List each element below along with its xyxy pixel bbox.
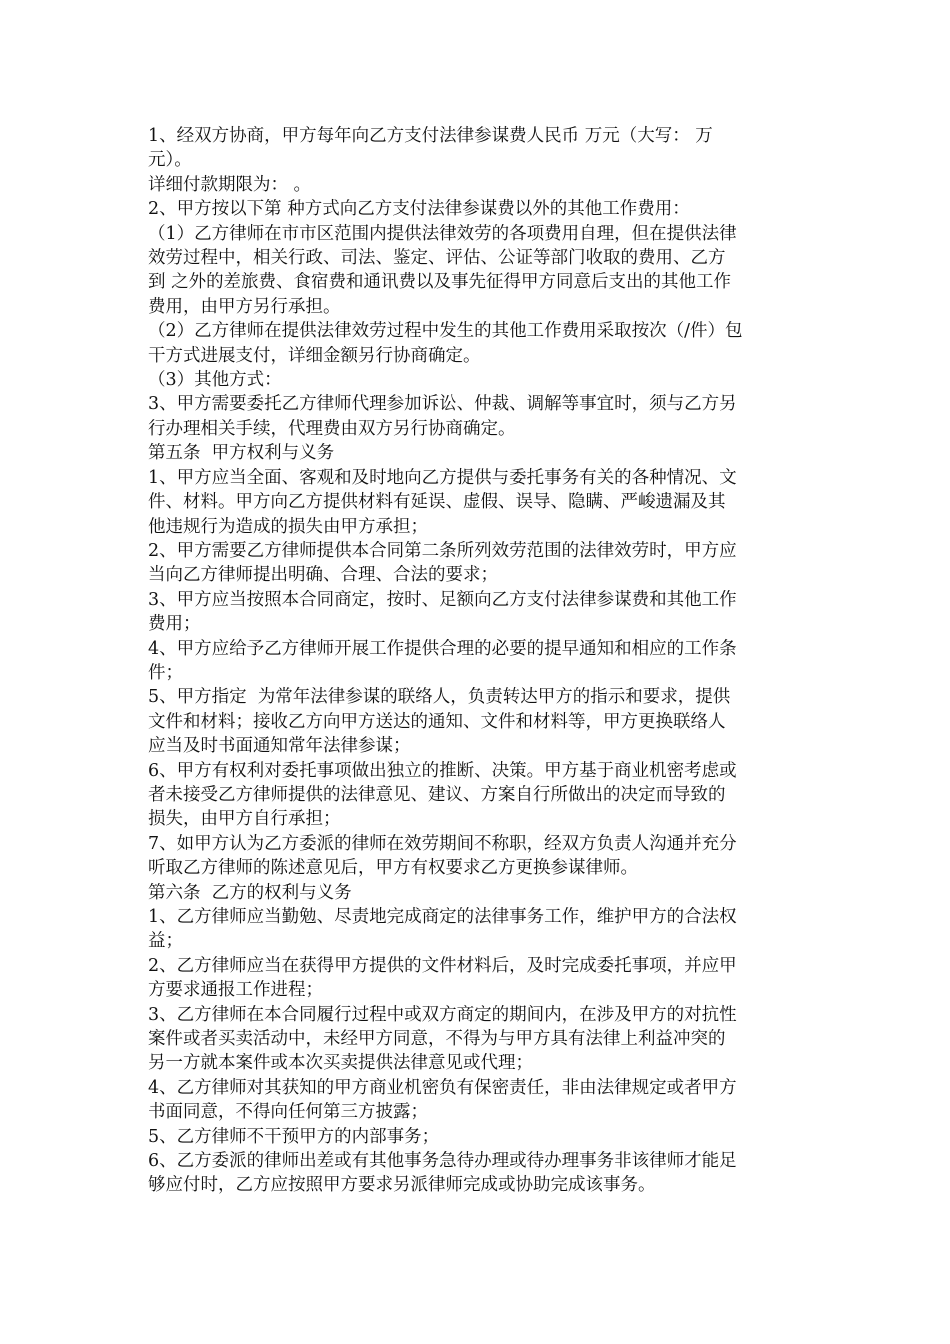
text-line: 1、甲方应当全面、客观和及时地向乙方提供与委托事务有关的各种情况、文	[148, 467, 737, 488]
text-line: 6、乙方委派的律师出差或有其他事务急待办理或待办理事务非该律师才能足	[148, 1151, 737, 1172]
text-line: 益；	[148, 931, 183, 952]
text-line: （2）乙方律师在提供法律效劳过程中发生的其他工作费用采取按次（/件）包	[148, 321, 743, 342]
text-line: 2、甲方按以下第 种方式向乙方支付法律参谋费以外的其他工作费用：	[148, 199, 690, 220]
text-line: 2、甲方需要乙方律师提供本合同第二条所列效劳范围的法律效劳时，甲方应	[148, 540, 737, 561]
text-line: 方要求通报工作进程；	[148, 980, 323, 1001]
text-line: 案件或者买卖活动中，未经甲方同意，不得为与甲方具有法律上利益冲突的	[148, 1029, 726, 1050]
text-line: 7、如甲方认为乙方委派的律师在效劳期间不称职，经双方负责人沟通并充分	[148, 833, 737, 854]
text-line: 行办理相关手续，代理费由双方另行协商确定。	[148, 418, 516, 439]
text-line: 够应付时，乙方应按照甲方要求另派律师完成或协助完成该事务。	[148, 1175, 656, 1196]
text-line: 另一方就本案件或本次买卖提供法律意见或代理；	[148, 1053, 533, 1074]
text-line: 到 之外的差旅费、食宿费和通讯费以及事先征得甲方同意后支出的其他工作	[148, 272, 732, 293]
text-line: 件；	[148, 662, 183, 683]
text-line: 干方式进展支付，详细金额另行协商确定。	[148, 345, 481, 366]
text-line: 详细付款期限为： 。	[148, 174, 312, 195]
text-line: 1、经双方协商，甲方每年向乙方支付法律参谋费人民币 万元（大写： 万	[148, 126, 713, 146]
document-page	[148, 124, 808, 1198]
text-line: 4、甲方应给予乙方律师开展工作提供合理的必要的提早通知和相应的工作条	[148, 638, 737, 659]
text-line: 效劳过程中，相关行政、司法、鉴定、评估、公证等部门收取的费用、乙方	[148, 248, 726, 269]
text-line: 6、甲方有权利对委托事项做出独立的推断、决策。甲方基于商业机密考虑或	[148, 760, 737, 781]
text-line: 文件和材料；接收乙方向甲方送达的通知、文件和材料等，甲方更换联络人	[148, 711, 726, 732]
text-line: 1、乙方律师应当勤勉、尽责地完成商定的法律事务工作，维护甲方的合法权	[148, 907, 737, 927]
text-line: 元）。	[148, 150, 192, 171]
text-line: 损失，由甲方自行承担；	[148, 809, 341, 830]
text-line: （1）乙方律师在市市区范围内提供法律效劳的各项费用自理，但在提供法律	[148, 223, 737, 244]
section-heading: 第五条 甲方权利与义务	[148, 443, 335, 464]
text-line: 他违规行为造成的损失由甲方承担；	[148, 516, 428, 537]
text-line: 费用；	[148, 614, 201, 635]
text-line: 应当及时书面通知常年法律参谋；	[148, 736, 411, 757]
text-line: 当向乙方律师提出明确、合理、合法的要求；	[148, 565, 498, 586]
text-line: 听取乙方律师的陈述意见后，甲方有权要求乙方更换参谋律师。	[148, 858, 638, 879]
text-line: 书面同意，不得向任何第三方披露；	[148, 1102, 428, 1123]
text-line: 费用，由甲方另行承担。	[148, 296, 341, 317]
text-line: 3、甲方应当按照本合同商定，按时、足额向乙方支付法律参谋费和其他工作	[148, 589, 737, 610]
text-line: 4、乙方律师对其获知的甲方商业机密负有保密责任，非由法律规定或者甲方	[148, 1077, 737, 1098]
text-line: 2、乙方律师应当在获得甲方提供的文件材料后，及时完成委托事项，并应甲	[148, 955, 737, 976]
text-line: 3、乙方律师在本合同履行过程中或双方商定的期间内，在涉及甲方的对抗性	[148, 1004, 737, 1025]
text-line: 者未接受乙方律师提供的法律意见、建议、方案自行所做出的决定而导致的	[148, 784, 726, 805]
text-line: （3）其他方式：	[148, 370, 282, 391]
text-line: 件、材料。甲方向乙方提供材料有延误、虚假、误导、隐瞒、严峻遗漏及其	[148, 492, 726, 513]
text-line: 5、甲方指定 为常年法律参谋的联络人，负责转达甲方的指示和要求，提供	[148, 687, 731, 708]
text-line: 5、乙方律师不干预甲方的内部事务；	[148, 1126, 440, 1147]
section-heading: 第六条 乙方的权利与义务	[148, 882, 352, 903]
text-line: 3、甲方需要委托乙方律师代理参加诉讼、仲裁、调解等事宜时，须与乙方另	[148, 394, 737, 415]
